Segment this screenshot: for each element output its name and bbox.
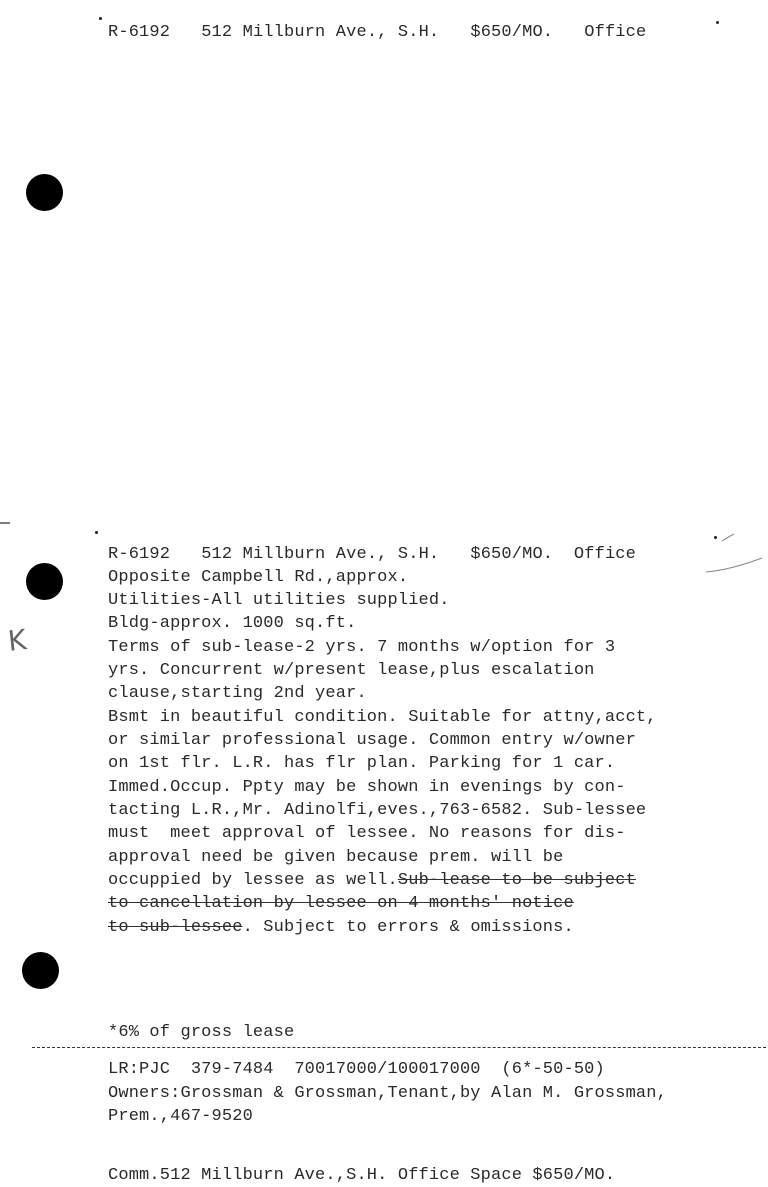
struck-text: to cancellation by lessee on 4 months' notice <box>108 894 574 913</box>
card-line: approval need be given because prem. will be <box>108 848 564 867</box>
punch-hole <box>22 952 59 989</box>
listing-line: LR:PJC 379-7484 70017000/100017000 (6*-50-50) <box>108 1060 605 1079</box>
separator-rule <box>32 1047 766 1048</box>
card-line-with-strike <box>108 869 636 892</box>
card-line: Immed.Occup. Ppty may be shown in evenings by con- <box>108 778 626 797</box>
stray-dot <box>716 21 719 24</box>
top-header <box>108 21 646 44</box>
stray-dot <box>99 17 102 20</box>
listing-line: Owners:Grossman & Grossman,Tenant,by Alan M. Grossman, <box>108 1084 667 1103</box>
card-header-type: Office <box>573 545 637 564</box>
footnote: *6% of gross lease <box>108 1023 295 1042</box>
card-line: on 1st flr. L.R. has flr plan. Parking for 1 car. <box>108 754 616 773</box>
card-header-ref: R-6192 <box>108 545 171 564</box>
card-line: yrs. Concurrent w/present lease,plus escalation <box>108 661 595 680</box>
struck-text: Sub-lease to be subject <box>397 871 636 890</box>
card-header <box>108 543 636 566</box>
top-header-type: Office <box>584 23 647 42</box>
edge-tick-mark <box>0 518 12 528</box>
bottom-label: Comm.512 Millburn Ave.,S.H. Office Space $650/MO. <box>108 1166 616 1185</box>
margin-note-k: K <box>6 623 29 658</box>
card-line-struck <box>108 892 574 915</box>
card-line: Bldg-approx. 1000 sq.ft. <box>108 614 357 633</box>
card-line: Bsmt in beautiful condition. Suitable for attny,acct, <box>108 708 657 727</box>
card-line: Utilities-All utilities supplied. <box>108 591 450 610</box>
pencil-scribble <box>700 528 766 578</box>
top-header-address: 512 Millburn Ave., S.H. <box>201 23 440 42</box>
punch-hole <box>26 563 63 600</box>
card-line-with-strike <box>108 916 574 939</box>
stray-dot <box>95 531 98 534</box>
top-header-ref: R-6192 <box>108 23 171 42</box>
card-line: clause,starting 2nd year. <box>108 684 367 703</box>
card-line: or similar professional usage. Common entry w/owner <box>108 731 636 750</box>
card-text: occuppied by lessee as well. <box>108 871 398 890</box>
card-line: Terms of sub-lease-2 yrs. 7 months w/option for 3 <box>108 638 616 657</box>
card-line: tacting L.R.,Mr. Adinolfi,eves.,763-6582. Sub-lessee <box>108 801 647 820</box>
top-header-price: $650/MO. <box>470 23 554 42</box>
card-header-price: $650/MO. <box>470 545 554 564</box>
card-line: must meet approval of lessee. No reasons for dis- <box>108 824 626 843</box>
struck-text: to sub-lessee <box>108 918 243 937</box>
card-header-address: 512 Millburn Ave., S.H. <box>201 545 440 564</box>
listing-line: Prem.,467-9520 <box>108 1107 253 1126</box>
punch-hole <box>26 174 63 211</box>
card-text: . Subject to errors & omissions. <box>242 918 574 937</box>
card-line: Opposite Campbell Rd.,approx. <box>108 568 409 587</box>
